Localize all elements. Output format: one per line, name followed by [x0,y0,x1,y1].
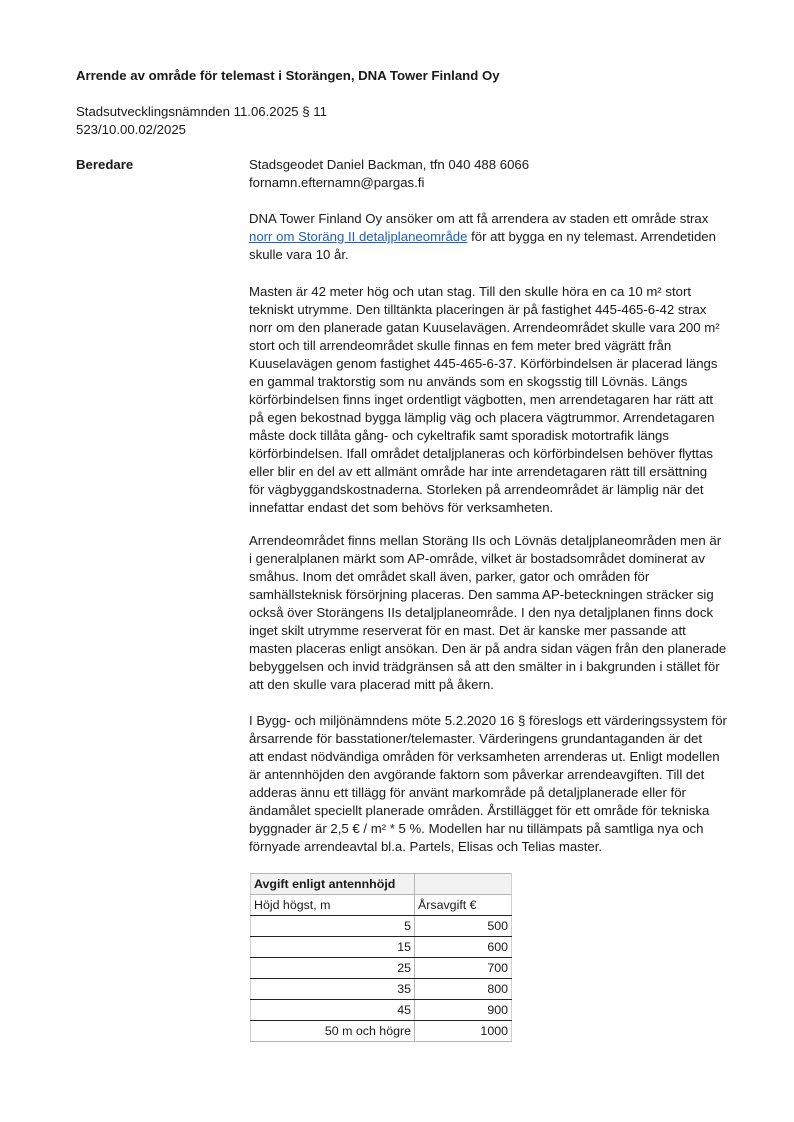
text-line: adderas ännu ett tillägg för använt markområde på detaljplanerade eller för [249,785,686,800]
fee-table [250,873,512,1042]
text-line: ändamålet speciellt planerade områden. Årstillägget för ett område för tekniska [249,803,710,818]
text-line: norr om den planerade gatan Kuuselavägen. Arrendeområdet skulle vara 200 m² [249,320,720,335]
text-line: bebyggelsen och invid trädgränsen så att den smälter in i bakgrunden i stället för [249,659,720,674]
text-line: att endast nödvändiga områden för verksamheten arrenderas ut. Enligt modellen [249,749,720,764]
document-title: Arrende av område för telemast i Storängen, DNA Tower Finland Oy [76,68,500,83]
preparer-label: Beredare [76,157,134,172]
table-row [251,937,512,958]
text-line: Arrendeområdet finns mellan Storäng IIs och Lövnäs detaljplaneområden men är [249,533,722,548]
cell-height: 15 [251,937,415,958]
text-line: körförbindelsen. Ifall området detaljplaneras och körförbindelsen behöver flyttas [249,446,714,461]
paragraph-general-plan [249,532,741,694]
header-fee: Årsavgift € [415,895,512,916]
text-line: för vägbyggandskostnaderna. Storleken på arrendeområdet är lämplig när det [249,482,704,497]
text-line: samhällsteknisk försörjning placeras. Den samma AP-beteckningen sträcker sig [249,587,714,602]
case-number: 523/10.00.02/2025 [76,122,187,137]
text-line: småhus. Inom det området skall även, parker, gator och områden för [249,569,650,584]
table-row [251,979,512,1000]
text-line: i generalplanen märkt som AP-område, vilket är bostadsområdet dominerat av [249,551,705,566]
table-row [251,958,512,979]
table-row [251,916,512,937]
text-line: masten placeras enligt ansökan. Den är på andra sidan vägen från den planerade [249,641,727,656]
table-row [251,1000,512,1021]
text-line: byggnader är 2,5 € / m² * 5 %. Modellen har nu tillämpats på samtliga nya och [249,821,704,836]
paragraph-application [249,210,741,264]
text-line: är antennhöjden den avgörande faktorn som påverkar arrendeavgiften. Till det [249,767,705,782]
cell-fee: 1000 [415,1021,512,1042]
text-line: tekniskt utrymme. Den tilltänkta placeringen är på fastighet 445-465-6-42 strax [249,302,707,317]
text-line: eller blir en del av ett allmänt område har inte arrendetagaren rätt till ersättning [249,464,708,479]
detailplan-link[interactable]: norr om Storäng II detaljplaneområde [249,229,468,244]
cell-height: 25 [251,958,415,979]
text-line: Kuuselavägen genom fastighet 445-465-6-37. Körförbindelsen är placerad längs [249,356,718,371]
text-line: en gammal traktorstig som nu används som en skogsstig till Lövnäs. Längs [249,374,688,389]
text-line: stort och till arrendeområdet skulle finnas en fem meter bred vägrätt från [249,338,672,353]
preparer-name: Stadsgeodet Daniel Backman, tfn 040 488 6066 [249,157,530,172]
paragraph-valuation-system [249,712,741,856]
text-line: I Bygg- och miljönämndens möte 5.2.2020 16 § föreslogs ett värderingssystem för [249,713,727,728]
cell-fee: 600 [415,937,512,958]
text-fragment: för att bygga en ny telemast. Arrendetiden [467,229,716,244]
text-line: DNA Tower Finland Oy ansöker om att få arrendera av staden ett område strax [249,211,709,226]
preparer-email: fornamn.efternamn@pargas.fi [249,175,425,190]
table-title-spacer [415,874,512,895]
cell-height: 5 [251,916,415,937]
cell-fee: 500 [415,916,512,937]
table-title: Avgift enligt antennhöjd [251,874,415,895]
paragraph-mast-description [249,283,741,517]
text-line: inget skilt utrymme reserverat för en mast. Det är kanske mer passande att [249,623,686,638]
cell-fee: 900 [415,1000,512,1021]
text-line [249,228,741,246]
header-height: Höjd högst, m [251,895,415,916]
cell-fee: 800 [415,979,512,1000]
text-line: skulle vara 10 år. [249,247,349,262]
text-line: innefattar endast det som behövs för verksamheten. [249,500,554,515]
cell-fee: 700 [415,958,512,979]
text-line: måste dock tillåta gång- och cykeltrafik samt sporadisk motortrafik längs [249,428,669,443]
cell-height: 45 [251,1000,415,1021]
table-title-row [251,874,512,895]
text-line: att den skulle vara placerad mitt på åkern. [249,677,494,692]
table-header-row [251,895,512,916]
text-line: också över Storängens IIs detaljplaneområde. I den nya detaljplanen finns dock [249,605,714,620]
cell-height: 50 m och högre [251,1021,415,1042]
text-line: förnyade arrendeavtal bl.a. Partels, Elisas och Telias master. [249,839,603,854]
cell-height: 35 [251,979,415,1000]
meeting-reference: Stadsutvecklingsnämnden 11.06.2025 § 11 [76,104,327,119]
text-line: årsarrende för basstationer/telemaster. Värderingens grundantaganden är det [249,731,703,746]
text-line: körförbindelsen finns inget ordentligt vägbotten, men arrendetagaren har rätt att [249,392,714,407]
text-line: på egen bekostnad bygga lämplig väg och placera vägtrummor. Arrendetagaren [249,410,715,425]
table-row [251,1021,512,1042]
text-line: Masten är 42 meter hög och utan stag. Till den skulle höra en ca 10 m² stort [249,284,692,299]
